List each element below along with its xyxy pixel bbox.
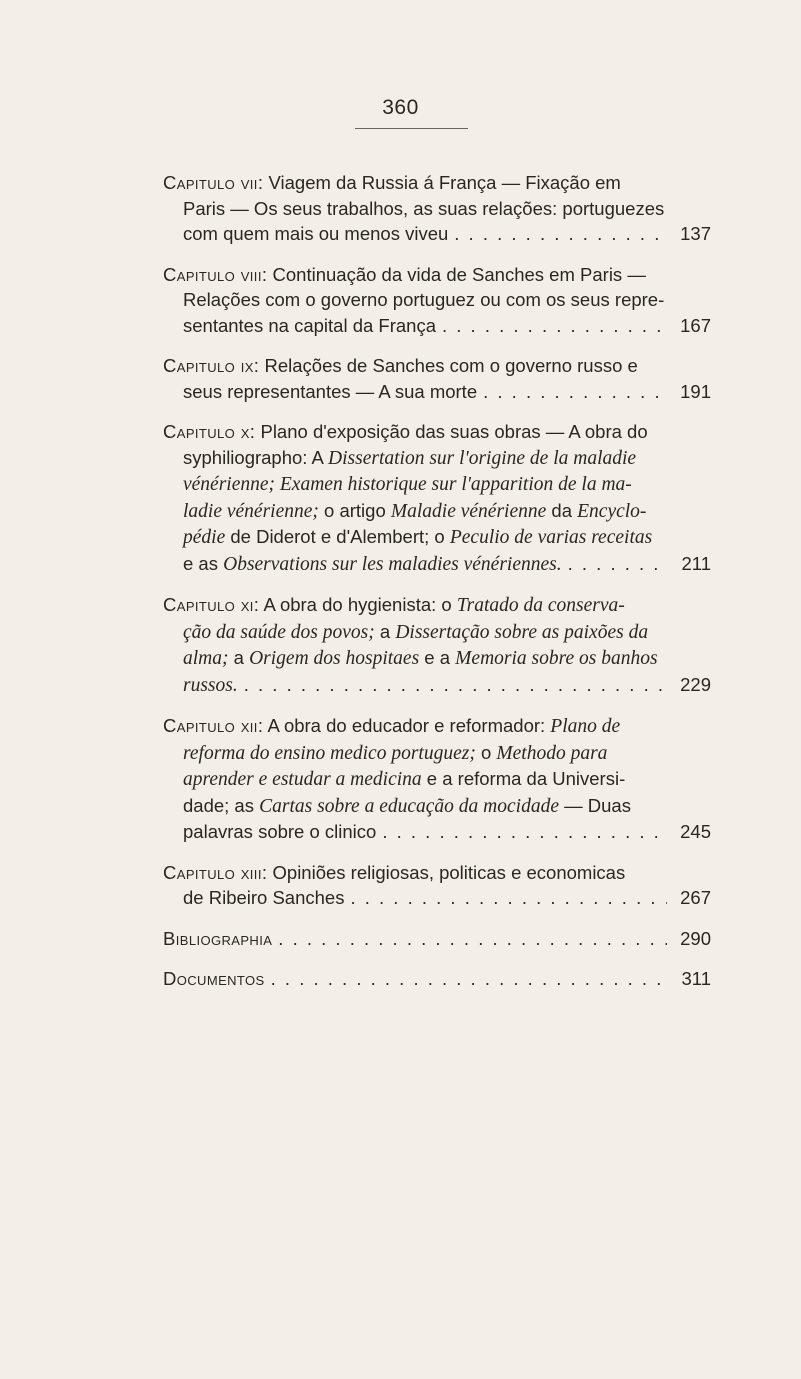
chapter-label: Capitulo ix: xyxy=(163,355,260,376)
toc-line-text xyxy=(163,966,265,992)
toc-entry xyxy=(163,966,711,992)
toc-line-text: palavras sobre o clinico xyxy=(183,821,377,842)
toc-line xyxy=(163,287,711,313)
leader-dots xyxy=(382,819,667,845)
toc-line xyxy=(163,221,711,247)
toc-line-text: de Ribeiro Sanches xyxy=(183,887,345,908)
toc-entry xyxy=(163,262,711,339)
leader-dots xyxy=(442,313,667,339)
toc-line xyxy=(163,713,711,740)
toc-page-number: 167 xyxy=(680,314,711,336)
toc-line xyxy=(163,353,711,379)
toc-line-text: e as Observations sur les maladies vénériennes. xyxy=(183,552,562,575)
toc-page-number: 267 xyxy=(680,887,711,908)
toc-line-text: seus representantes — A sua morte xyxy=(183,380,478,402)
leader-dots xyxy=(244,672,667,698)
toc-line-text: ladie vénérienne; o artigo Maladie vénérienne da Encyclo- xyxy=(183,499,647,522)
toc-line-text: Capitulo xi: A obra do hygienista: o Tratado da conserva- xyxy=(163,594,625,616)
toc-line-text: Capitulo viii: Continuação da vida de Sanches em Paris — xyxy=(163,263,646,285)
toc-line xyxy=(163,524,711,551)
toc-page-number: 311 xyxy=(681,968,711,989)
toc-line-text: sentantes na capital da França xyxy=(183,314,436,336)
toc-line-text: pédie de Diderot e d'Alembert; o Peculio de varias receitas xyxy=(183,526,653,548)
leader-dots xyxy=(483,379,667,405)
toc-line xyxy=(163,170,711,196)
toc-page-number: 290 xyxy=(680,927,711,949)
toc-line xyxy=(163,819,711,845)
toc-line xyxy=(163,926,711,952)
chapter-label: Capitulo viii: xyxy=(163,263,268,285)
leader-dots xyxy=(350,885,667,911)
page-number: 360 xyxy=(382,96,419,119)
toc-entry xyxy=(163,926,711,952)
toc-line-text xyxy=(163,926,272,952)
toc-entry xyxy=(163,419,711,577)
toc-line-text: russos. xyxy=(183,674,238,696)
toc-line-text: com quem mais ou menos viveu xyxy=(183,223,449,244)
chapter-label: Bibliographia xyxy=(163,927,273,949)
toc-line xyxy=(163,966,711,992)
toc-page-number: 211 xyxy=(681,552,711,574)
toc-line xyxy=(163,793,711,820)
toc-page-number: 191 xyxy=(680,380,711,402)
toc-line xyxy=(163,262,711,288)
toc-line-text: Capitulo vii: Viagem da Russia á França — Fixação em xyxy=(163,172,621,193)
toc-line-text: Capitulo x: Plano d'exposição das suas obras — A obra do xyxy=(163,421,648,442)
leader-dots xyxy=(568,551,667,577)
toc-line xyxy=(163,313,711,339)
toc-line xyxy=(163,419,711,445)
chapter-label: Capitulo xi: xyxy=(163,594,260,615)
toc-line xyxy=(163,196,711,222)
toc-line xyxy=(163,498,711,525)
toc-line xyxy=(163,645,711,672)
toc-line xyxy=(163,766,711,793)
toc-line-text: Capitulo ix: Relações de Sanches com o governo russo e xyxy=(163,355,638,376)
toc-line xyxy=(163,740,711,767)
toc-line-text: aprender e estudar a medicina e a reforma da Universi- xyxy=(183,768,626,790)
toc-line-text: Capitulo xii: A obra do educador e reformador: Plano de xyxy=(163,715,621,737)
leader-dots xyxy=(271,966,667,992)
toc-page-number: 245 xyxy=(680,821,711,842)
toc-line-text: Paris — Os seus trabalhos, as suas relações: portuguezes xyxy=(183,197,665,219)
chapter-label: Capitulo xiii: xyxy=(163,861,268,883)
toc-line xyxy=(163,619,711,646)
toc-line-text: syphiliographo: A Dissertation sur l'origine de la maladie xyxy=(183,446,637,469)
toc-entry xyxy=(163,860,711,911)
chapter-label: Documentos xyxy=(163,968,265,989)
toc-line xyxy=(163,551,711,578)
table-of-contents xyxy=(163,170,711,1007)
chapter-label: Capitulo xii: xyxy=(163,715,264,736)
header-rule xyxy=(355,128,468,129)
toc-line-text: Capitulo xiii: Opiniões religiosas, politicas e economicas xyxy=(163,861,626,883)
leader-dots xyxy=(454,221,667,247)
toc-page-number: 229 xyxy=(680,673,711,695)
toc-line xyxy=(163,379,711,405)
toc-entry xyxy=(163,592,711,698)
toc-line-text: Relações com o governo portuguez ou com os seus repre- xyxy=(183,289,665,310)
toc-line-text: vénérienne; Examen historique sur l'apparition de la ma- xyxy=(183,474,632,495)
chapter-label: Capitulo x: xyxy=(163,421,256,442)
toc-line xyxy=(163,672,711,699)
toc-page-number: 137 xyxy=(680,223,711,244)
toc-line xyxy=(163,885,711,911)
toc-line xyxy=(163,860,711,886)
leader-dots xyxy=(278,926,667,952)
toc-line-text: alma; a Origem dos hospitaes e a Memoria sobre os banhos xyxy=(183,647,658,669)
toc-entry xyxy=(163,170,711,247)
toc-entry xyxy=(163,713,711,845)
chapter-label: Capitulo vii: xyxy=(163,172,264,193)
toc-line xyxy=(163,592,711,619)
toc-entry xyxy=(163,353,711,404)
toc-line xyxy=(163,445,711,472)
toc-line-text: reforma do ensino medico portuguez; o Methodo para xyxy=(183,741,608,764)
toc-line-text: dade; as Cartas sobre a educação da mocidade — Duas xyxy=(183,794,631,817)
toc-line-text: ção da saúde dos povos; a Dissertação sobre as paixões da xyxy=(183,620,649,643)
toc-line xyxy=(163,471,711,498)
